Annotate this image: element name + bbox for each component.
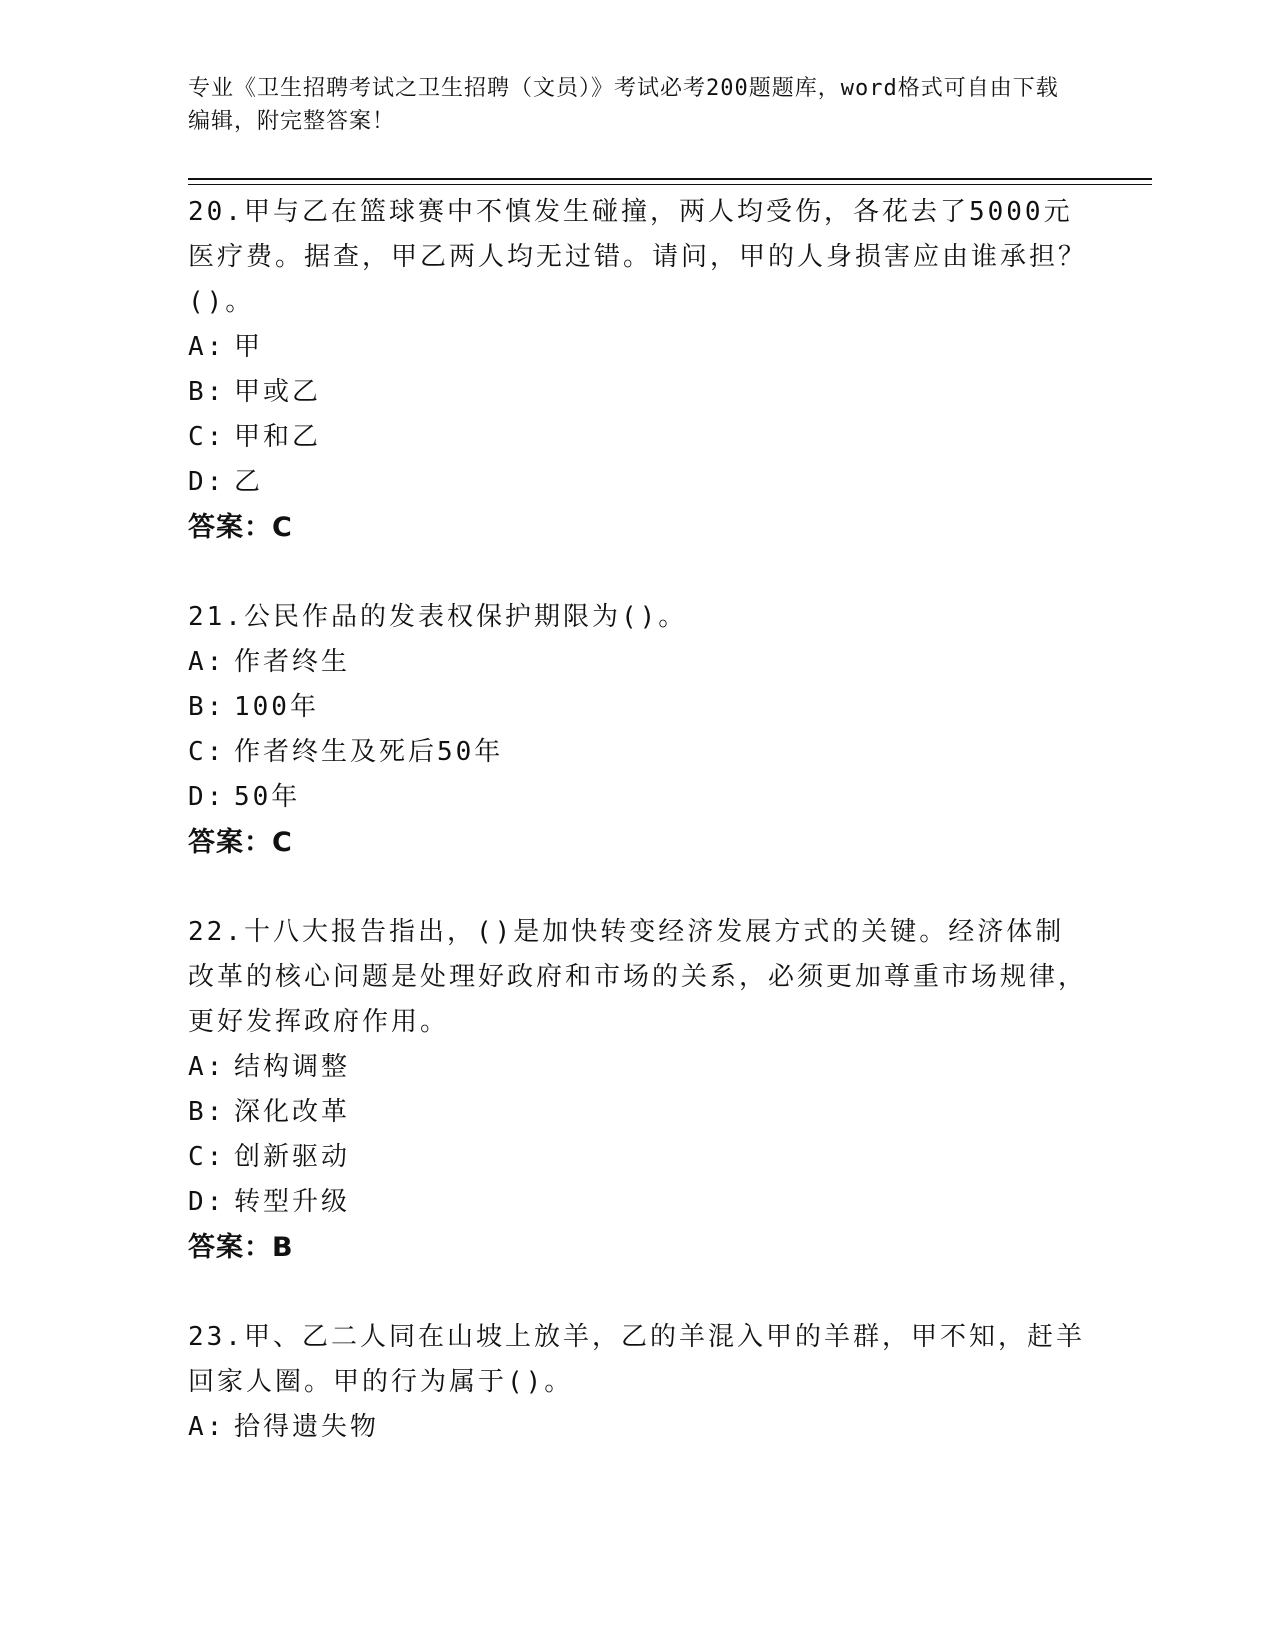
- option-text: 100年: [234, 692, 319, 722]
- question-stem: 22.十八大报告指出，()是加快转变经济发展方式的关键。经济体制改革的核心问题是处理好政府和市场的关系，必须更加尊重市场规律，更好发挥政府作用。: [188, 917, 1088, 1037]
- spacer: [188, 1270, 1088, 1315]
- option-b: [188, 685, 1088, 730]
- answer-line: 答案：B: [188, 1232, 294, 1263]
- question-20: [188, 190, 1088, 550]
- option-key: D:: [188, 1187, 226, 1217]
- option-key: D:: [188, 782, 226, 812]
- option-text: 深化改革: [234, 1097, 351, 1127]
- option-a: [188, 325, 1088, 370]
- option-key: B:: [188, 377, 226, 407]
- option-a: [188, 640, 1088, 685]
- header-divider-thick: [188, 178, 1152, 180]
- option-key: C:: [188, 422, 226, 452]
- option-c: [188, 730, 1088, 775]
- question-23: [188, 1315, 1088, 1450]
- option-key: A:: [188, 647, 226, 677]
- option-text: 甲或乙: [234, 377, 322, 407]
- answer-line: 答案：C: [188, 512, 293, 543]
- option-a: [188, 1045, 1088, 1090]
- question-22: [188, 910, 1088, 1270]
- option-key: D:: [188, 467, 226, 497]
- option-a: [188, 1405, 1088, 1450]
- question-stem: 20.甲与乙在篮球赛中不慎发生碰撞，两人均受伤，各花去了5000元医疗费。据查，甲乙两人均无过错。请问，甲的人身损害应由谁承担？()。: [188, 197, 1088, 317]
- option-b: [188, 370, 1088, 415]
- option-key: B:: [188, 1097, 226, 1127]
- option-d: [188, 775, 1088, 820]
- spacer: [188, 550, 1088, 595]
- option-key: A:: [188, 1052, 226, 1082]
- option-text: 50年: [234, 782, 301, 812]
- option-d: [188, 1180, 1088, 1225]
- option-b: [188, 1090, 1088, 1135]
- question-21: [188, 595, 1088, 865]
- option-c: [188, 415, 1088, 460]
- option-text: 拾得遗失物: [234, 1412, 380, 1442]
- option-text: 作者终生及死后50年: [234, 737, 504, 767]
- option-key: A:: [188, 332, 226, 362]
- option-key: C:: [188, 1142, 226, 1172]
- option-text: 创新驱动: [234, 1142, 351, 1172]
- option-text: 甲和乙: [234, 422, 322, 452]
- spacer: [188, 865, 1088, 910]
- option-text: 转型升级: [234, 1187, 351, 1217]
- header-divider-thin: [188, 184, 1152, 185]
- option-text: 甲: [234, 332, 264, 362]
- option-c: [188, 1135, 1088, 1180]
- option-d: [188, 460, 1088, 505]
- option-text: 作者终生: [234, 647, 351, 677]
- option-key: B:: [188, 692, 226, 722]
- answer-line: 答案：C: [188, 827, 293, 858]
- question-stem: 21.公民作品的发表权保护期限为()。: [188, 602, 688, 632]
- option-key: C:: [188, 737, 226, 767]
- option-text: 结构调整: [234, 1052, 351, 1082]
- document-header: 专业《卫生招聘考试之卫生招聘（文员）》考试必考200题题库，word格式可自由下载编辑，附完整答案！: [188, 76, 1059, 134]
- question-list: [188, 190, 1088, 1450]
- question-stem: 23.甲、乙二人同在山坡上放羊，乙的羊混入甲的羊群，甲不知，赶羊回家人圈。甲的行为属于()。: [188, 1322, 1085, 1397]
- option-key: A:: [188, 1412, 226, 1442]
- option-text: 乙: [234, 467, 264, 497]
